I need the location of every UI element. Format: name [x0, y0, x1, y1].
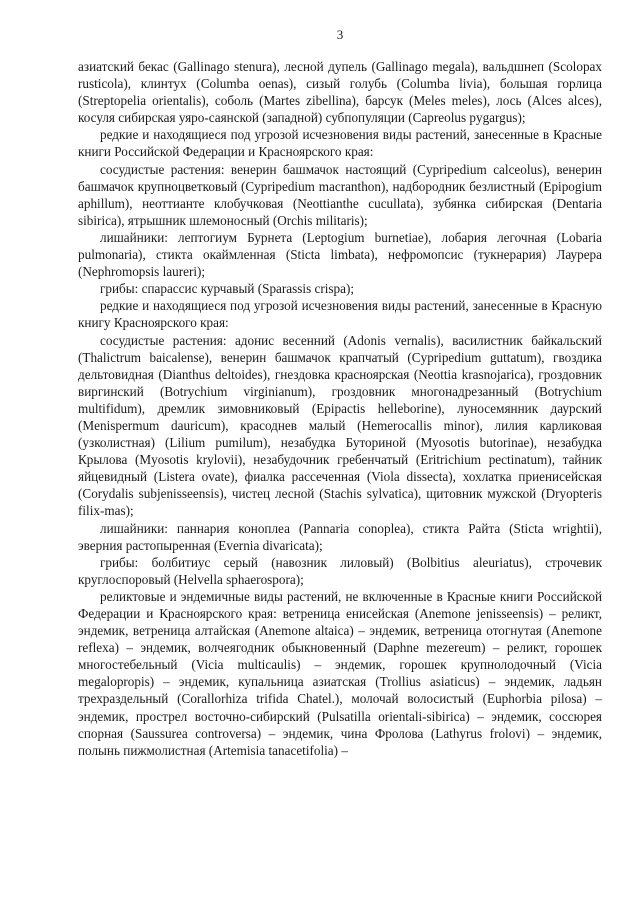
paragraph-lichens-federal: лишайники: лептогиум Бурнета (Leptogium burnetiae), лобария легочная (Lobaria pulmonaria), стикта окаймленная (Sticta limbata), нефромопсис (тукнерария) Лаурера (Nephromopsis laureri);	[78, 229, 602, 280]
paragraph-rare-plants-regional-heading: редкие и находящиеся под угрозой исчезновения виды растений, занесенные в Красную книгу Красноярского края:	[78, 298, 602, 331]
page-number: 3	[336, 27, 344, 42]
paragraph-vascular-plants-federal: сосудистые растения: венерин башмачок настоящий (Cypripedium calceolus), венерин башмачок крупноцветковый (Cypripedium macranthon), надбородник безлистный (Epipogium aphillum), неоттианте клобучковая (Neottianthe cucullata), зубянка сибирская (Dentaria sibirica), ятрышник шлемоносный (Orchis militaris);	[78, 161, 602, 228]
paragraph-continued-fauna-list: азиатский бекас (Gallinago stenura), лесной дупель (Gallinago megala), вальдшнеп (Scolopax rusticola), клинтух (Columba oenas), сизый голубь (Columba livia), большая горлица (Streptopelia orientalis), соболь (Martes zibellina), барсук (Meles meles), лось (Alces alces), косуля сибирская уяро-саянской (западной) субпопуляции (Capreolus pygargus);	[78, 59, 602, 126]
document-body	[78, 58, 602, 759]
paragraph-vascular-plants-regional: сосудистые растения: адонис весенний (Adonis vernalis), василистник байкальский (Thalictrum baicalense), венерин башмачок крапчатый (Cypripedium guttatum), гвоздика дельтовидная (Dianthus deltoides), гнездовка красноярская (Neottia krasnojarica), гроздовник виргинский (Botrychium virginianum), гроздовник многонадрезанный (Botrychium multifidum), дремлик зимовниковый (Epipactis helleborine), луносемянник даурский (Menispermum dauricum), красоднев малый (Hemerocallis minor), лилия карликовая (узколистная) (Lilium pumilum), незабудка Буториной (Myosotis butorinae), незабудка Крылова (Myosotis krylovii), незабудочник гребенчатый (Eritrichium pectinatum), тайник яйцевидный (Listera ovate), фиалка рассеченная (Viola dissecta), хохлатка приенисейская (Corydalis subjenisseensis), чистец лесной (Stachis sylvatica), щитовник мужской (Dryopteris filix-mas);	[78, 332, 602, 519]
paragraph-fungi-regional: грибы: болбитиус серый (навозник лиловый) (Bolbitius aleuriatus), строчевик круглоспоровый (Helvella sphaerospora);	[78, 554, 602, 587]
paragraph-lichens-regional: лишайники: паннария коноплеа (Pannaria conoplea), стикта Райта (Sticta wrightii), эверния растопыренная (Evernia divaricata);	[78, 520, 602, 553]
paragraph-fungi-federal: грибы: спарассис курчавый (Sparassis crispa);	[100, 281, 355, 297]
paragraph-rare-plants-federal-heading: редкие и находящиеся под угрозой исчезновения виды растений, занесенные в Красные книги Российской Федерации и Красноярского края:	[78, 127, 602, 160]
paragraph-relict-endemic-plants: реликтовые и эндемичные виды растений, не включенные в Красные книги Российской Федерации и Красноярского края: ветреница енисейская (Anemone jenisseensis) – реликт, эндемик, ветреница алтайская (Anemone altaica) – эндемик, ветреница отогнутая (Anemone reflexa) – эндемик, волчеягодник обыкновенный (Daphne mezereum) – реликт, горошек многостебельный (Vicia multicaulis) – эндемик, горошек крупнолодочный (Vicia megalopropis) – эндемик, купальница азиатская (Trollius asiaticus) – эндемик, ладьян трехраздельный (Corallorhiza trifida Chatel.), молочай волосистый (Euphorbia pilosa) – эндемик, прострел восточно-сибирский (Pulsatilla orientali-sibirica) – эндемик, соссюрея спорная (Saussurea controversa) – эндемик, чина Фролова (Lathyrus frolovi) – эндемик, полынь пижмолистная (Artemisia tanacetifolia) –	[78, 588, 602, 758]
